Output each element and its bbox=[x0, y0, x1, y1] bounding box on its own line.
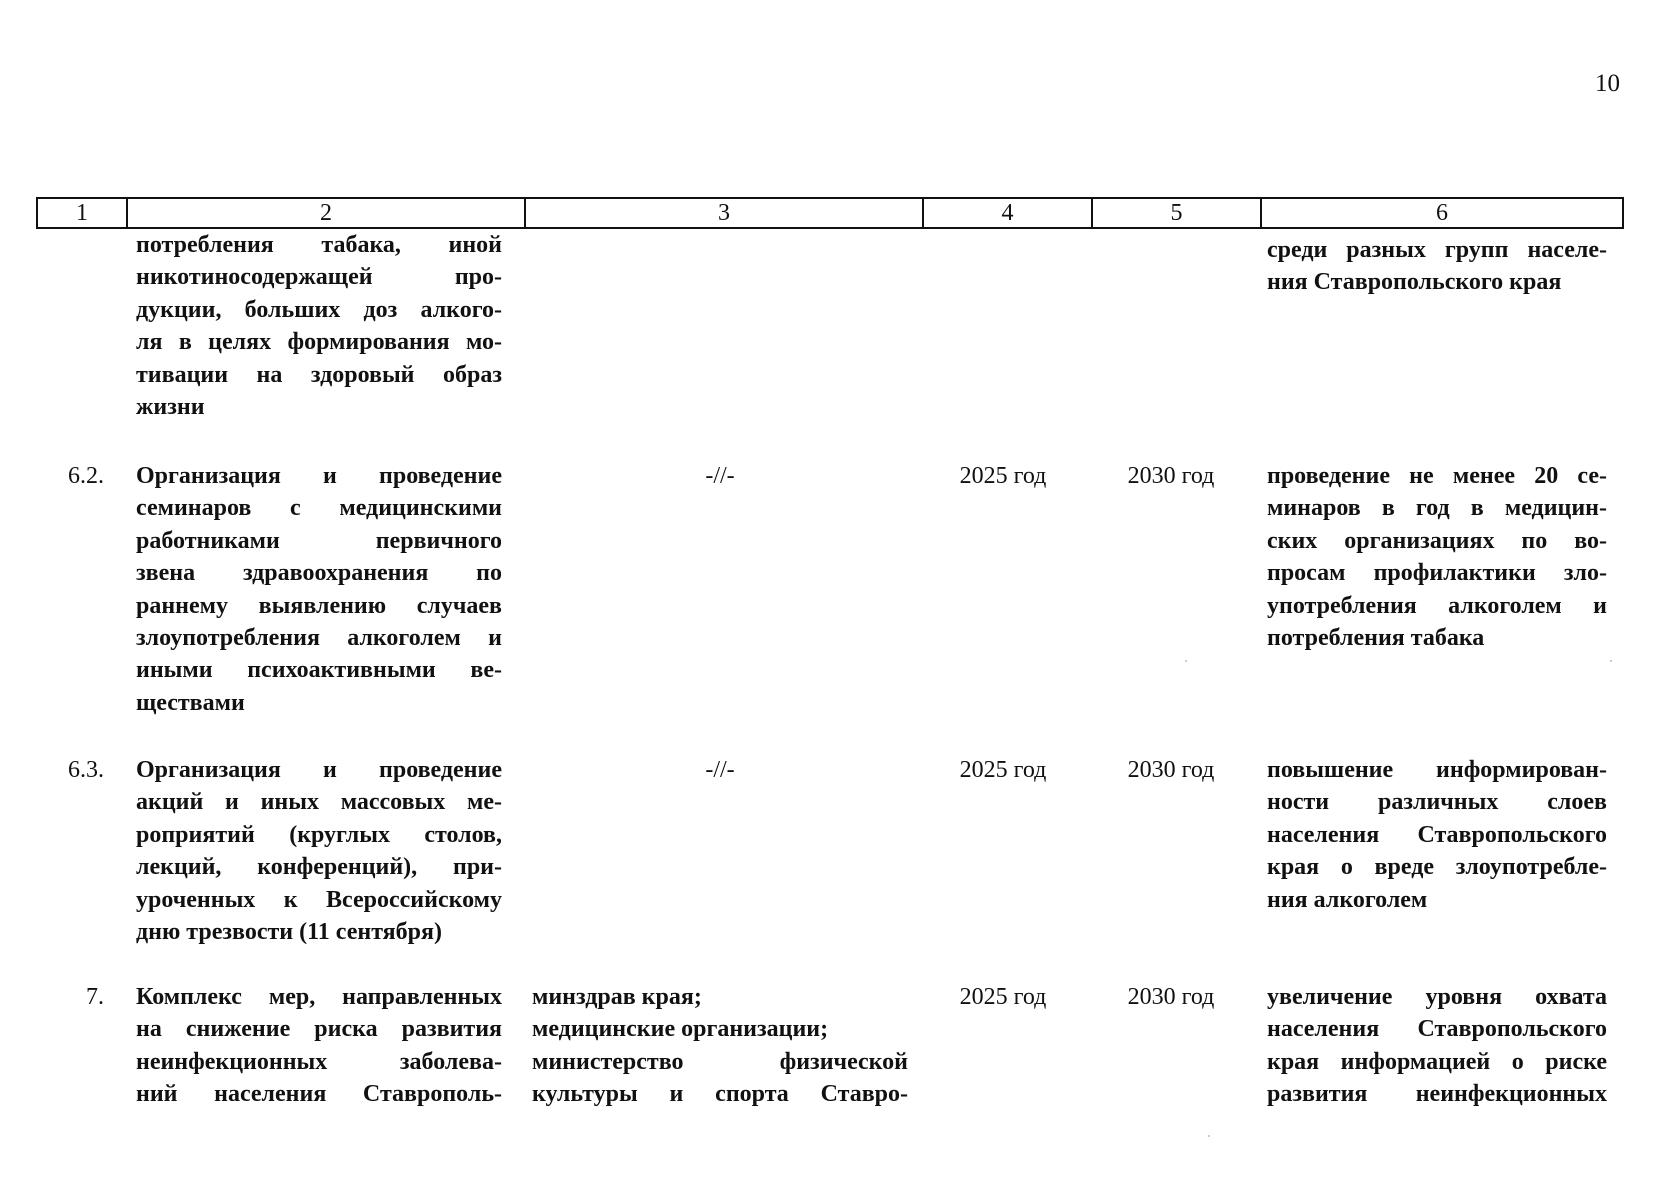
column-header-4: 4 bbox=[923, 198, 1092, 228]
continued-expected-result: среди разных групп населе- ния Ставропольского края bbox=[1267, 237, 1607, 296]
column-header-row bbox=[36, 197, 1624, 229]
end-year: 2030 год bbox=[1127, 757, 1215, 783]
measure-name: Организация и проведение акций и иных массовых ме- роприятий (круглых столов, лекций, конференций), при- уроченных к Всероссийскому дню трезвости (11 сентября) bbox=[136, 757, 502, 945]
expected-result: проведение не менее 20 се- минаров в год в медицин- ских организациях по во- просам профилактики зло- употребления алкоголем и потребления табака bbox=[1267, 463, 1607, 651]
measure-name: Организация и проведение семинаров с медицинскими работниками первичного звена здравоохранения по раннему выявлению случаев злоупотребления алкоголем и иными психоактивными ве- ществами bbox=[136, 463, 502, 716]
scan-speck bbox=[1208, 1135, 1210, 1137]
executor-ditto: -//- bbox=[705, 757, 735, 783]
start-year: 2025 год bbox=[959, 757, 1047, 783]
column-header-1: 1 bbox=[37, 198, 127, 228]
column-header-5: 5 bbox=[1092, 198, 1261, 228]
executor-ditto: -//- bbox=[705, 463, 735, 489]
column-header-2: 2 bbox=[127, 198, 525, 228]
scan-speck bbox=[1610, 660, 1612, 662]
column-header-6: 6 bbox=[1261, 198, 1623, 228]
end-year: 2030 год bbox=[1127, 984, 1215, 1010]
expected-result: увеличение уровня охвата населения Ставропольского края информацией о риске развития неинфекционных bbox=[1267, 984, 1607, 1108]
continued-measure-name: потребления табака, иной никотиносодержащей про- дукции, больших доз алкого- ля в целях формирования мо- тивации на здоровый образ жизни bbox=[136, 232, 502, 420]
expected-result: повышение информирован- ности различных слоев населения Ставропольского края о вреде злоупотребле- ния алкоголем bbox=[1267, 757, 1607, 913]
column-header-3: 3 bbox=[525, 198, 923, 228]
row-number: 6.2. bbox=[68, 463, 104, 489]
row-number: 6.3. bbox=[68, 757, 104, 783]
start-year: 2025 год bbox=[959, 984, 1047, 1010]
measure-name: Комплекс мер, направленных на снижение риска развития неинфекционных заболева- ний населения Ставрополь- bbox=[136, 984, 502, 1108]
executors: минздрав края; медицинские организации; министерство физической культуры и спорта Ставро- bbox=[532, 984, 908, 1108]
scan-speck bbox=[1185, 660, 1187, 662]
end-year: 2030 год bbox=[1127, 463, 1215, 489]
row-number: 7. bbox=[86, 984, 104, 1010]
page-number: 10 bbox=[1595, 70, 1620, 97]
start-year: 2025 год bbox=[959, 463, 1047, 489]
